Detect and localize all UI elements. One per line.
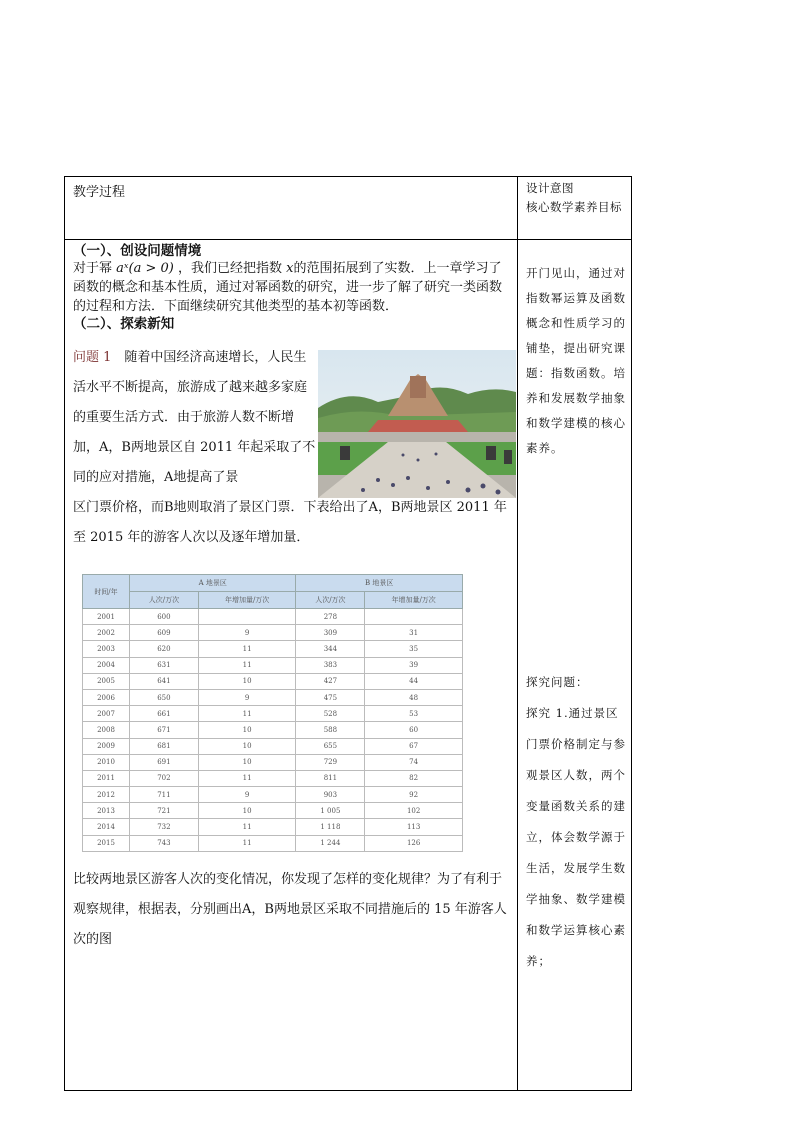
question1-text-cont: 区门票价格，而B地则取消了景区门票．下表给出了A，B两地景区 2011 年至 2015 年的游客人次以及逐年增加量． xyxy=(73,500,507,545)
scenic-area-photo xyxy=(318,350,516,498)
table-cell: 671 xyxy=(130,722,199,738)
table-cell: 35 xyxy=(365,641,463,657)
table-cell xyxy=(365,609,463,625)
question-followup: 比较两地景区游客人次的变化情况，你发现了怎样的变化规律？为了有利于观察规律，根据表，分别画出A，B两地景区采取不同措施后的 15 年游客人次的图 xyxy=(73,872,507,947)
table-cell: 1 244 xyxy=(296,835,365,851)
table-cell: 82 xyxy=(365,770,463,786)
table-cell: 9 xyxy=(198,787,296,803)
col-group-b: B 地景区 xyxy=(296,575,463,592)
table-cell: 113 xyxy=(365,819,463,835)
table-cell: 9 xyxy=(198,625,296,641)
table-cell: 2002 xyxy=(83,625,130,641)
table-cell: 641 xyxy=(130,673,199,689)
table-cell: 711 xyxy=(130,787,199,803)
table-row xyxy=(83,819,463,835)
question1-label: 问题 1 xyxy=(73,350,112,365)
table-cell: 10 xyxy=(198,754,296,770)
table-cell: 74 xyxy=(365,754,463,770)
table-cell: 44 xyxy=(365,673,463,689)
table-row xyxy=(83,673,463,689)
table-row xyxy=(83,738,463,754)
table-cell: 2008 xyxy=(83,722,130,738)
question1-text: 问题 1 随着中国经济高速增长，人民生活水平不断提高，旅游成了越来越多家庭的重要生活方式．由于旅游人数不断增加，A，B两地景区自 2011 年起采取了不同的应对措施，A地提高了景 xyxy=(73,350,316,485)
table-cell: 309 xyxy=(296,625,365,641)
col-group-a: A 地景区 xyxy=(130,575,296,592)
table-row xyxy=(83,787,463,803)
table-cell: 702 xyxy=(130,770,199,786)
table-cell: 721 xyxy=(130,803,199,819)
table-cell: 631 xyxy=(130,657,199,673)
table-cell: 92 xyxy=(365,787,463,803)
table-cell: 10 xyxy=(198,673,296,689)
table-cell: 11 xyxy=(198,835,296,851)
table-cell: 1 118 xyxy=(296,819,365,835)
table-cell: 9 xyxy=(198,689,296,705)
table-cell: 2005 xyxy=(83,673,130,689)
table-cell: 48 xyxy=(365,689,463,705)
table-cell: 11 xyxy=(198,770,296,786)
table-cell: 811 xyxy=(296,770,365,786)
table-cell: 344 xyxy=(296,641,365,657)
table-cell xyxy=(198,609,296,625)
table-cell: 2014 xyxy=(83,819,130,835)
table-cell: 39 xyxy=(365,657,463,673)
table-cell: 2006 xyxy=(83,689,130,705)
table-row xyxy=(83,722,463,738)
table-row xyxy=(83,835,463,851)
section2-heading: （二）、探索新知 xyxy=(73,316,175,332)
table-cell: 620 xyxy=(130,641,199,657)
section1-heading: （一）、创设问题情境 xyxy=(73,243,202,259)
table-cell: 2013 xyxy=(83,803,130,819)
table-cell: 427 xyxy=(296,673,365,689)
main-content xyxy=(73,243,511,545)
table-row xyxy=(83,657,463,673)
table-cell: 2010 xyxy=(83,754,130,770)
visitor-data-table-wrap xyxy=(82,574,463,851)
table-cell: 475 xyxy=(296,689,365,705)
table-cell: 2001 xyxy=(83,609,130,625)
table-cell: 528 xyxy=(296,706,365,722)
table-cell: 102 xyxy=(365,803,463,819)
table-cell: 10 xyxy=(198,803,296,819)
table-cell: 10 xyxy=(198,722,296,738)
table-cell: 650 xyxy=(130,689,199,705)
table-cell: 11 xyxy=(198,657,296,673)
table-cell: 126 xyxy=(365,835,463,851)
table-row xyxy=(83,641,463,657)
table-cell: 732 xyxy=(130,819,199,835)
table-cell: 2012 xyxy=(83,787,130,803)
table-row xyxy=(83,609,463,625)
table-cell: 11 xyxy=(198,706,296,722)
table-cell: 2011 xyxy=(83,770,130,786)
table-cell: 588 xyxy=(296,722,365,738)
table-cell: 53 xyxy=(365,706,463,722)
table-cell: 383 xyxy=(296,657,365,673)
table-cell: 278 xyxy=(296,609,365,625)
table-cell: 681 xyxy=(130,738,199,754)
visitor-data-table: 时间/年 A 地景区 B 地景区 人次/万次 年增加量/万次 人次/万次 年增加量/万次 2001 600 278 2002 609 9 309 31 2003 620 11 344 35 2004 631 11 383 39 2005 641 10 427 44 2006 650 9 475 48 2007 661 11 528 53 2008 671 10 588 60 2009 681 10 655 67 2010 691 10 729 74 2011 702 11 811 82 2012 711 9 903 92 2013 721 10 1 005 102 2014 732 11 1 118 113 2015 743 11 1 244 126 xyxy=(82,574,463,852)
table-cell: 67 xyxy=(365,738,463,754)
table-cell: 2015 xyxy=(83,835,130,851)
power-expression: aˣ(a > 0) xyxy=(116,261,174,276)
table-cell: 2009 xyxy=(83,738,130,754)
design-intent-1: 开门见山，通过对指数幂运算及函数概念和性质学习的铺垫，提出研究课题：指数函数。培养和发展数学抽象和数学建模的核心素养。 xyxy=(526,266,626,455)
table-cell: 661 xyxy=(130,706,199,722)
table-cell: 2003 xyxy=(83,641,130,657)
table-cell: 10 xyxy=(198,738,296,754)
design-intent-2: 探究问题： 探究 1.通过景区门票价格制定与参观景区人数，两个变量函数关系的建立，体会数学源于生活，发展学生数学抽象、数学建模和数学运算核心素养； xyxy=(526,675,626,968)
table-cell: 31 xyxy=(365,625,463,641)
table-cell: 691 xyxy=(130,754,199,770)
table-cell: 11 xyxy=(198,819,296,835)
table-cell: 2004 xyxy=(83,657,130,673)
column-divider xyxy=(517,177,518,1090)
table-cell: 600 xyxy=(130,609,199,625)
table-row xyxy=(83,754,463,770)
section1-paragraph: 对于幂 aˣ(a > 0) ，我们已经把指数 x的范围拓展到了实数．上一章学习了函数的概念和基本性质，通过对幂函数的研究，进一步了解了研究一类函数的过程和方法．下面继续研究其他类型的基本初等函数． xyxy=(73,261,503,314)
table-cell: 60 xyxy=(365,722,463,738)
col-year: 时间/年 xyxy=(83,575,130,609)
table-cell: 903 xyxy=(296,787,365,803)
header-design-intent: 设计意图 核心数学素养目标 xyxy=(526,181,622,214)
table-row xyxy=(83,803,463,819)
table-row xyxy=(83,706,463,722)
table-row xyxy=(83,689,463,705)
table-cell: 729 xyxy=(296,754,365,770)
table-cell: 11 xyxy=(198,641,296,657)
table-cell: 2007 xyxy=(83,706,130,722)
table-cell: 743 xyxy=(130,835,199,851)
table-cell: 1 005 xyxy=(296,803,365,819)
table-cell: 609 xyxy=(130,625,199,641)
table-row xyxy=(83,625,463,641)
table-cell: 655 xyxy=(296,738,365,754)
table-row xyxy=(83,770,463,786)
header-teaching-process: 教学过程 xyxy=(73,185,126,200)
header-divider xyxy=(65,239,631,240)
